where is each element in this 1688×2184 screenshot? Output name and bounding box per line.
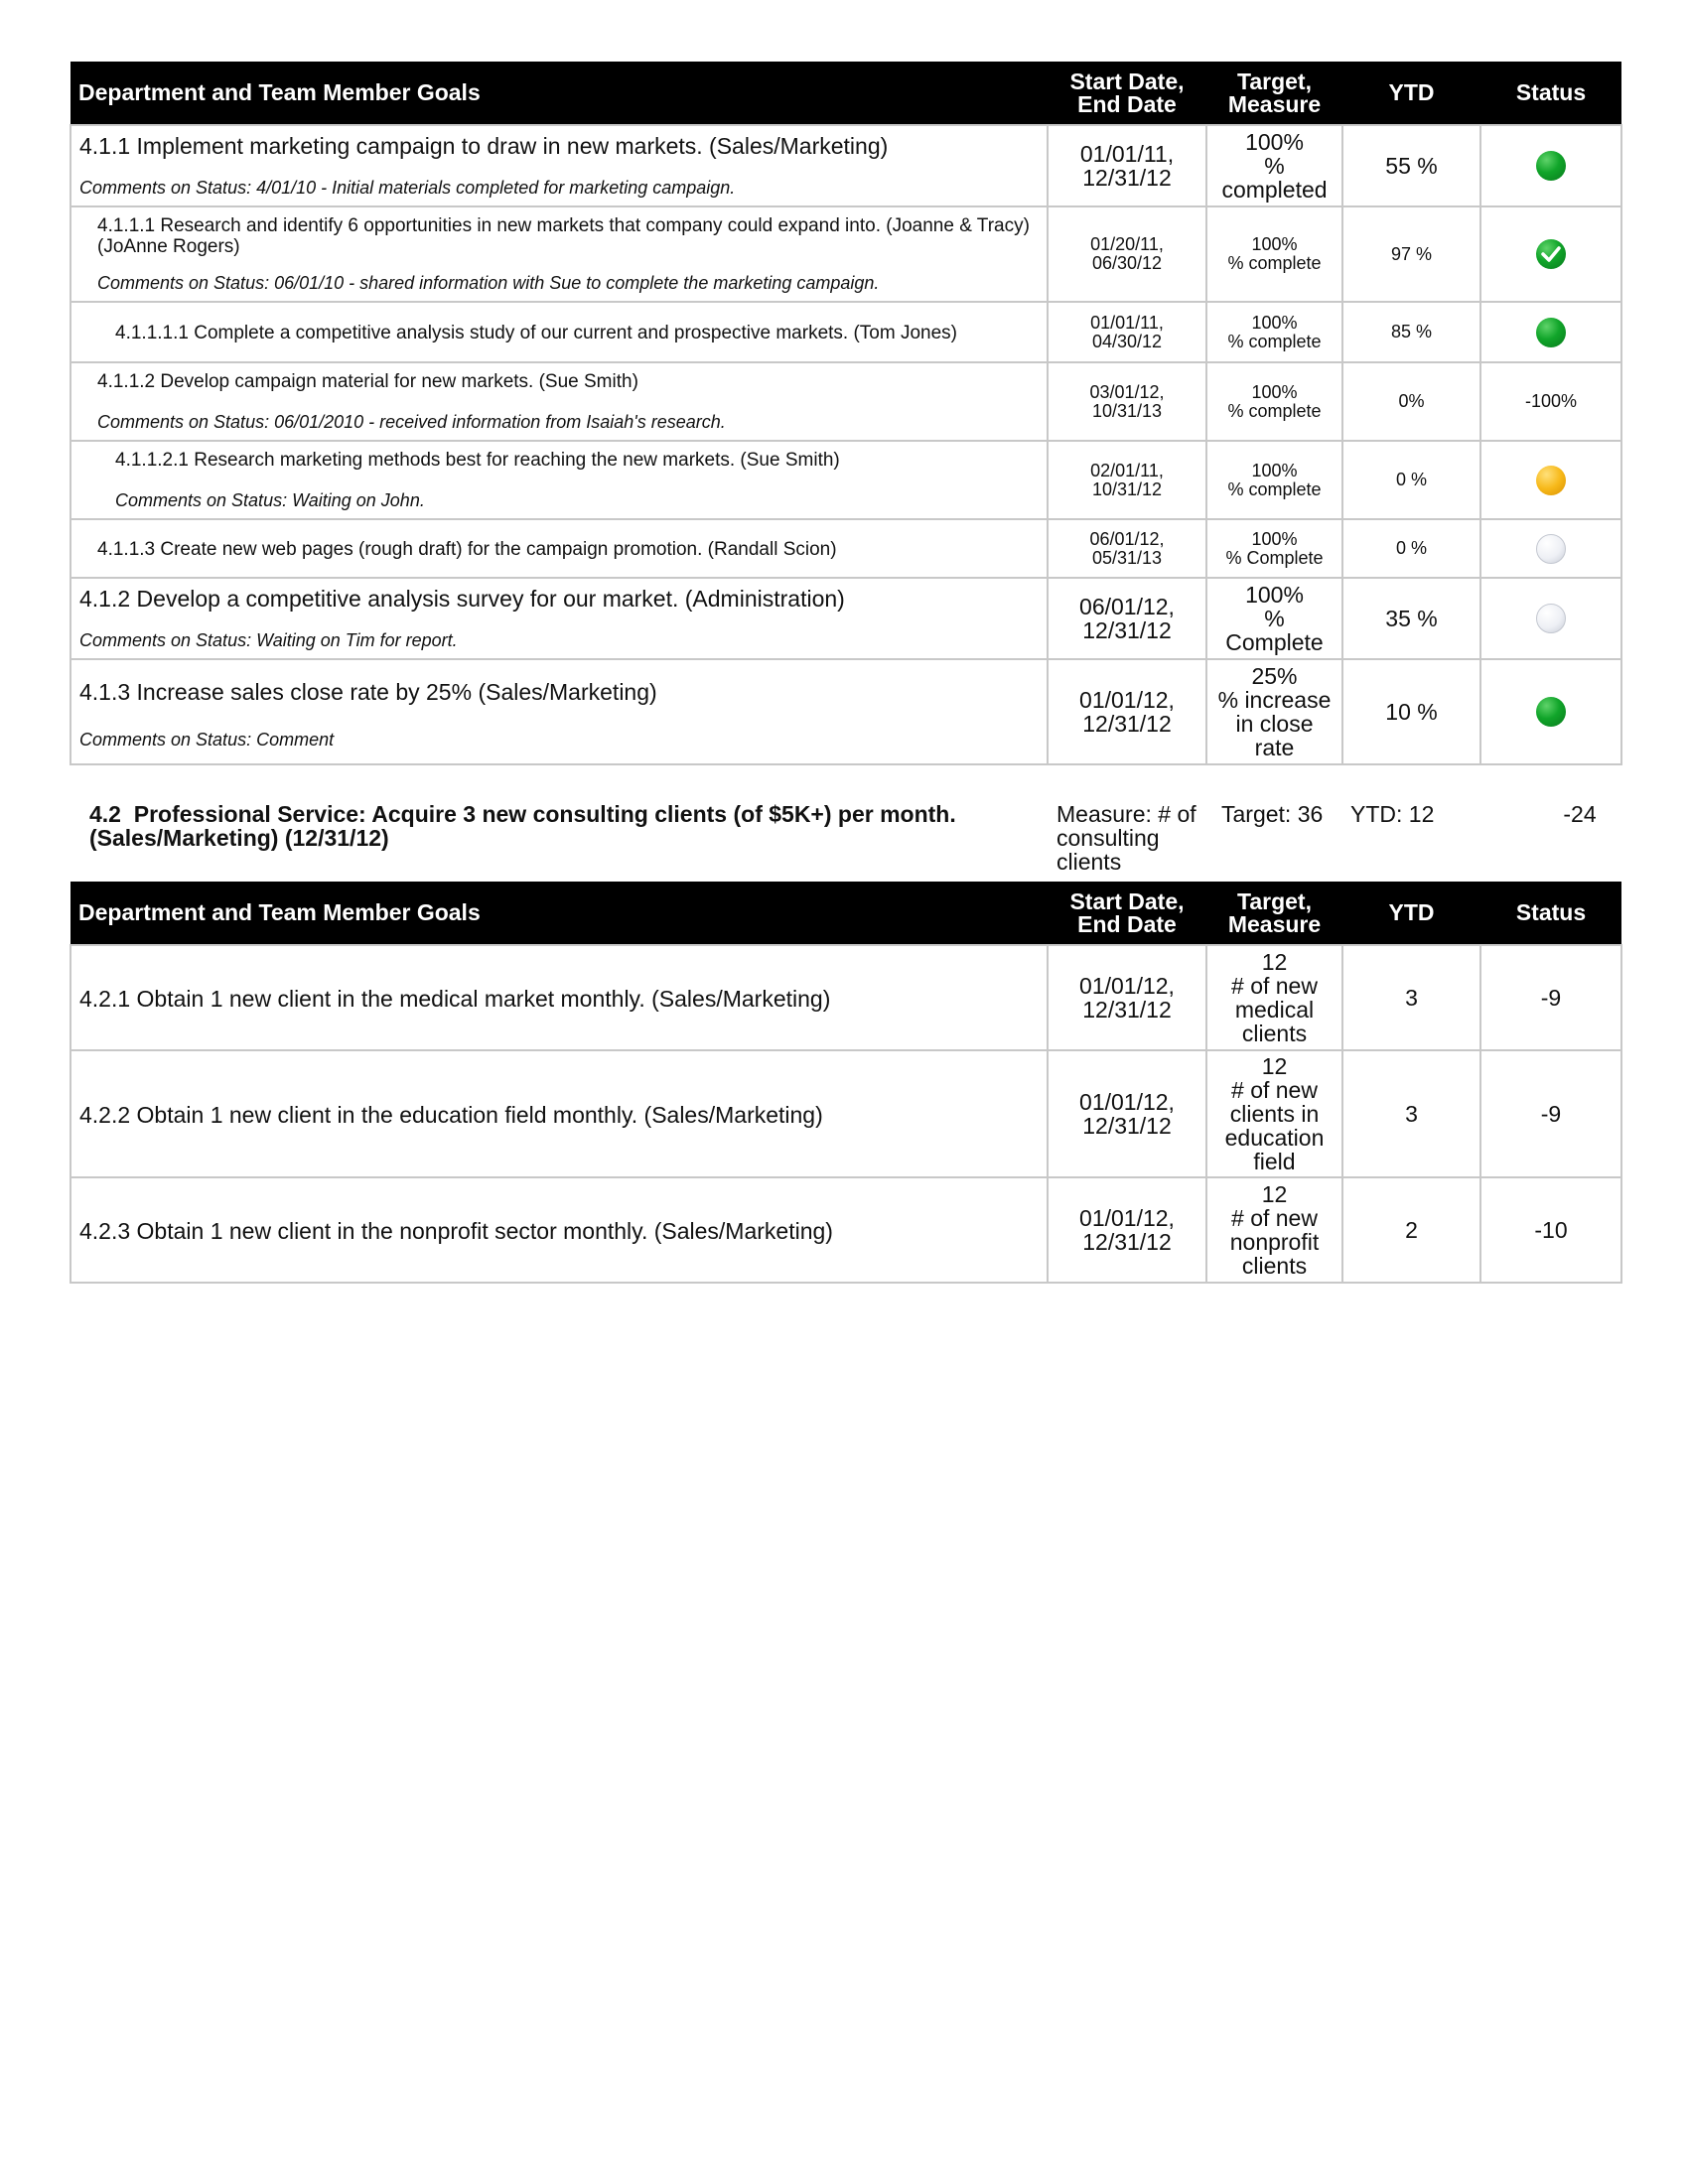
yellow-dot-icon (1536, 466, 1566, 495)
goal-text: 4.1.3 Increase sales close rate by 25% (Sales/Marketing) (79, 679, 657, 705)
dates-cell: 06/01/12, 12/31/12 (1048, 578, 1206, 659)
goal-cell (70, 1177, 1048, 1283)
goal-cell (70, 302, 1048, 362)
goal-text: 4.1.2 Develop a competitive analysis survey for our market. (Administration) (79, 586, 845, 612)
target-cell: 100% % complete (1206, 441, 1342, 519)
goals-table-4-1 (70, 62, 1622, 765)
status-cell (1480, 659, 1621, 764)
header-target: Target, Measure (1206, 882, 1342, 945)
goal-text: 4.2.3 Obtain 1 new client in the nonprofit sector monthly. (Sales/Marketing) (79, 1218, 833, 1244)
target-cell: 100% % complete (1206, 302, 1342, 362)
ytd-cell: 0 % (1342, 441, 1480, 519)
dates-cell: 01/01/12, 12/31/12 (1048, 659, 1206, 764)
dates-cell: 01/01/11, 12/31/12 (1048, 125, 1206, 206)
ytd-cell: 10 % (1342, 659, 1480, 764)
table-row (70, 1177, 1621, 1283)
goal-text: 4.2.2 Obtain 1 new client in the education field monthly. (Sales/Marketing) (79, 1102, 823, 1128)
section-title: 4.2 Professional Service: Acquire 3 new consulting clients (of $5K+) per month. (Sales/Marketing) (12/31/12) (89, 801, 956, 851)
goal-comment: Comments on Status: Waiting on John. (115, 490, 425, 510)
goal-cell (70, 945, 1048, 1050)
target-cell: 100% % complete (1206, 206, 1342, 302)
dates-cell: 01/01/11, 04/30/12 (1048, 302, 1206, 362)
table-header-row (70, 882, 1621, 945)
header-status: Status (1480, 62, 1621, 125)
table-row (70, 578, 1621, 659)
dates-cell: 03/01/12, 10/31/13 (1048, 362, 1206, 441)
green-check-icon (1536, 239, 1566, 269)
dates-cell: 01/01/12, 12/31/12 (1048, 1050, 1206, 1177)
target-cell: 12 # of new medical clients (1206, 945, 1342, 1050)
target-cell: 100% % completed (1206, 125, 1342, 206)
section-target: Target: 36 (1221, 801, 1324, 827)
goal-comment: Comments on Status: 06/01/10 - shared information with Sue to complete the marketing campaign. (97, 273, 880, 293)
goal-comment: Comments on Status: 06/01/2010 - received information from Isaiah's research. (97, 412, 726, 432)
goal-cell (70, 578, 1048, 659)
status-cell (1480, 578, 1621, 659)
goal-cell (70, 362, 1048, 441)
goal-cell (70, 1050, 1048, 1177)
goal-cell (70, 125, 1048, 206)
header-ytd: YTD (1342, 62, 1480, 125)
goal-text: 4.1.1.1.1 Complete a competitive analysis study of our current and prospective markets. (Tom Jones) (115, 323, 958, 343)
header-goals: Department and Team Member Goals (70, 62, 1048, 125)
table-row (70, 659, 1621, 764)
table-row (70, 519, 1621, 578)
goal-comment: Comments on Status: Waiting on Tim for report. (79, 630, 458, 650)
goal-comment: Comments on Status: 4/01/10 - Initial materials completed for marketing campaign. (79, 178, 736, 198)
dates-cell: 02/01/11, 10/31/12 (1048, 441, 1206, 519)
goal-text: 4.1.1.2 Develop campaign material for new markets. (Sue Smith) (97, 371, 638, 392)
goal-cell (70, 519, 1048, 578)
ytd-cell: 3 (1342, 945, 1480, 1050)
header-target: Target, Measure (1206, 62, 1342, 125)
goal-text: 4.1.1.3 Create new web pages (rough draft) for the campaign promotion. (Randall Scion) (97, 539, 837, 560)
green-dot-icon (1536, 151, 1566, 181)
white-dot-icon (1536, 604, 1566, 633)
target-cell: 25% % increase in close rate (1206, 659, 1342, 764)
status-cell: -100% (1480, 362, 1621, 441)
section-status: -24 (1563, 801, 1597, 827)
table-row (70, 302, 1621, 362)
goal-text: 4.1.1 Implement marketing campaign to draw in new markets. (Sales/Marketing) (79, 133, 889, 159)
status-cell (1480, 302, 1621, 362)
status-cell (1480, 206, 1621, 302)
table-header-row (70, 62, 1621, 125)
goal-comment: Comments on Status: Comment (79, 730, 335, 750)
table-row (70, 125, 1621, 206)
status-cell: -10 (1480, 1177, 1621, 1283)
ytd-cell: 0% (1342, 362, 1480, 441)
header-dates: Start Date, End Date (1048, 882, 1206, 945)
table-row (70, 362, 1621, 441)
target-cell: 12 # of new clients in education field (1206, 1050, 1342, 1177)
white-dot-icon (1536, 534, 1566, 564)
ytd-cell: 0 % (1342, 519, 1480, 578)
target-cell: 100% % Complete (1206, 578, 1342, 659)
target-cell: 12 # of new nonprofit clients (1206, 1177, 1342, 1283)
goals-table-4-2 (70, 882, 1622, 1284)
dates-cell: 01/01/12, 12/31/12 (1048, 945, 1206, 1050)
status-cell (1480, 125, 1621, 206)
header-goals: Department and Team Member Goals (70, 882, 1048, 945)
dates-cell: 01/01/12, 12/31/12 (1048, 1177, 1206, 1283)
green-dot-icon (1536, 697, 1566, 727)
header-status: Status (1480, 882, 1621, 945)
table-row (70, 206, 1621, 302)
section-4-2-summary (70, 801, 1620, 875)
status-cell (1480, 519, 1621, 578)
table-row (70, 945, 1621, 1050)
header-dates: Start Date, End Date (1048, 62, 1206, 125)
goal-cell (70, 441, 1048, 519)
goal-text: 4.2.1 Obtain 1 new client in the medical market monthly. (Sales/Marketing) (79, 986, 831, 1012)
status-cell (1480, 441, 1621, 519)
header-ytd: YTD (1342, 882, 1480, 945)
ytd-cell: 85 % (1342, 302, 1480, 362)
dates-cell: 06/01/12, 05/31/13 (1048, 519, 1206, 578)
goal-text: 4.1.1.1 Research and identify 6 opportunities in new markets that company could expand into. (Joanne & Tracy) (JoAnne Rogers) (97, 215, 1030, 257)
goal-text: 4.1.1.2.1 Research marketing methods best for reaching the new markets. (Sue Smith) (115, 450, 840, 471)
goal-cell (70, 659, 1048, 764)
ytd-cell: 2 (1342, 1177, 1480, 1283)
status-cell: -9 (1480, 1050, 1621, 1177)
ytd-cell: 97 % (1342, 206, 1480, 302)
target-cell: 100% % Complete (1206, 519, 1342, 578)
section-measure: Measure: # of consulting clients (1056, 801, 1196, 875)
ytd-cell: 35 % (1342, 578, 1480, 659)
status-cell: -9 (1480, 945, 1621, 1050)
goal-cell (70, 206, 1048, 302)
target-cell: 100% % complete (1206, 362, 1342, 441)
table-row (70, 441, 1621, 519)
ytd-cell: 3 (1342, 1050, 1480, 1177)
dates-cell: 01/20/11, 06/30/12 (1048, 206, 1206, 302)
green-dot-icon (1536, 318, 1566, 347)
section-ytd: YTD: 12 (1350, 801, 1435, 827)
table-row (70, 1050, 1621, 1177)
ytd-cell: 55 % (1342, 125, 1480, 206)
